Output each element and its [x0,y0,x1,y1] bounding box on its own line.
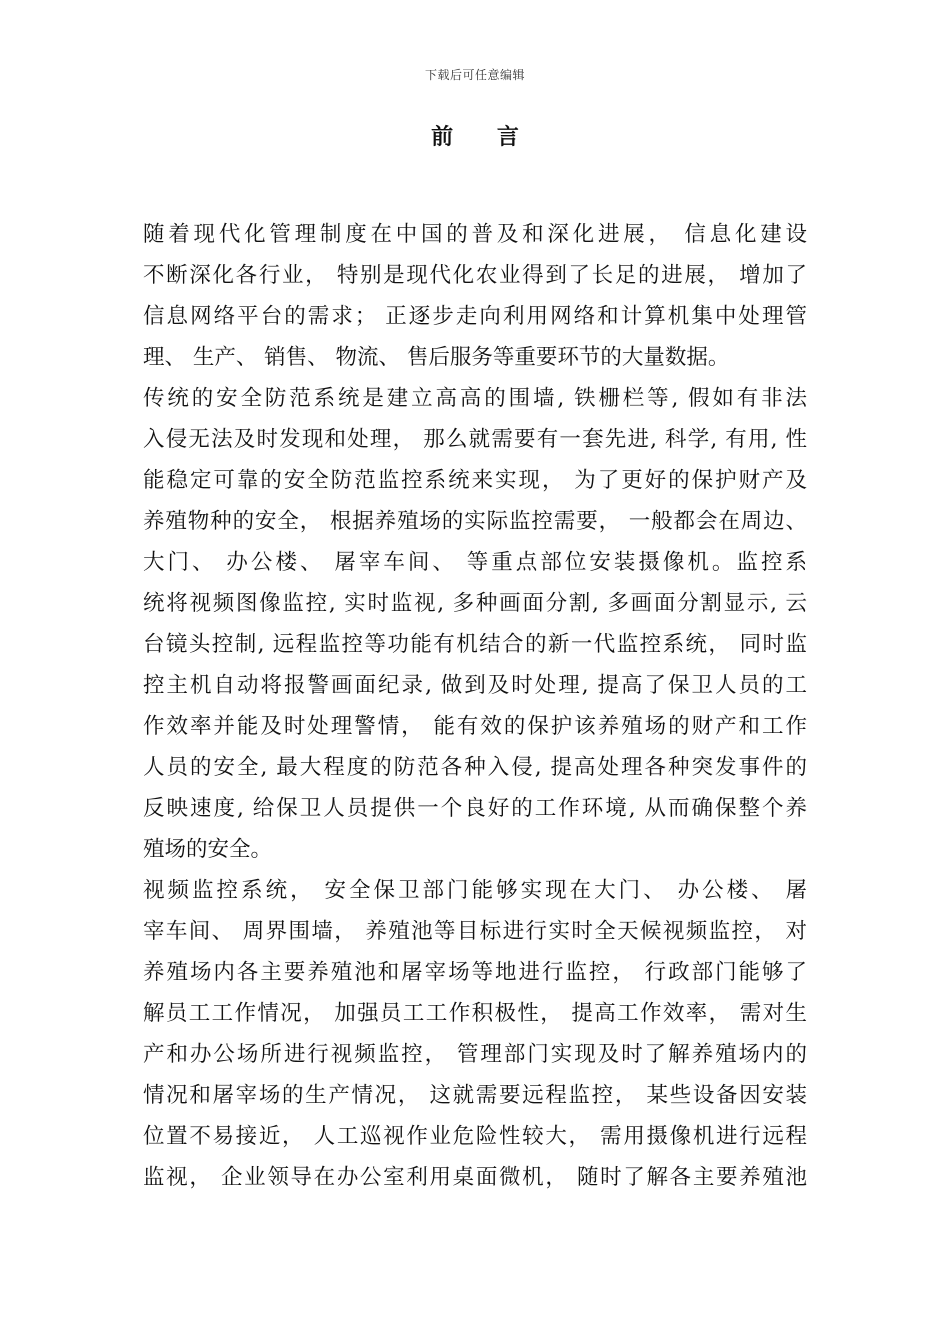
text-line: 养殖场内各主要养殖池和屠宰场等地进行监控， 行政部门能够了 [143,960,807,985]
text-line: 控主机自动将报警画面纪录, 做到及时处理, 提高了保卫人员的工 [143,673,807,698]
text-line: 理、 生产、 销售、 物流、 售后服务等重要环节的大量数据。 [143,345,730,370]
text-line: 不断深化各行业， 特别是现代化农业得到了长足的进展， 增加了 [143,263,807,288]
text-line: 位置不易接近， 人工巡视作业危险性较大， 需用摄像机进行远程 [143,1124,807,1149]
header-note: 下载后可任意编辑 [424,68,525,82]
text-line: 台镜头控制, 远程监控等功能有机结合的新一代监控系统， 同时监 [143,632,807,657]
text-line: 能稳定可靠的安全防范监控系统来实现， 为了更好的保护财产及 [143,468,807,493]
text-line: 解员工工作情况， 加强员工工作积极性， 提高工作效率， 需对生 [143,1001,807,1026]
text-line: 殖场的安全。 [143,837,273,862]
text-line: 作效率并能及时处理警情， 能有效的保护该养殖场的财产和工作 [143,714,807,739]
text-line: 产和办公场所进行视频监控， 管理部门实现及时了解养殖场内的 [143,1042,807,1067]
text-line: 人员的安全, 最大程度的防范各种入侵, 提高处理各种突发事件的 [143,755,807,780]
text-line: 传统的安全防范系统是建立高高的围墙, 铁栅栏等, 假如有非法 [143,386,807,411]
text-line: 统将视频图像监控, 实时监视, 多种画面分割, 多画面分割显示, 云 [143,591,807,616]
text-line: 情况和屠宰场的生产情况， 这就需要远程监控， 某些设备因安装 [143,1083,807,1108]
text-line: 宰车间、 周界围墙， 养殖池等目标进行实时全天候视频监控， 对 [143,919,807,944]
text-line: 反映速度, 给保卫人员提供一个良好的工作环境, 从而确保整个养 [143,796,807,821]
text-line: 随着现代化管理制度在中国的普及和深化进展， 信息化建设 [143,222,807,247]
text-line: 养殖物种的安全， 根据养殖场的实际监控需要， 一般都会在周边、 [143,509,807,534]
page-title: 前 言 [431,124,537,150]
text-line: 视频监控系统， 安全保卫部门能够实现在大门、 办公楼、 屠 [143,878,807,903]
text-line: 信息网络平台的需求； 正逐步走向利用网络和计算机集中处理管 [143,304,807,329]
text-line: 大门、 办公楼、 屠宰车间、 等重点部位安装摄像机。监控系 [143,550,807,575]
text-line: 入侵无法及时发现和处理， 那么就需要有一套先进, 科学, 有用, 性 [143,427,807,452]
text-line: 监视， 企业领导在办公室利用桌面微机， 随时了解各主要养殖池 [143,1165,807,1190]
body-text [143,214,807,1198]
